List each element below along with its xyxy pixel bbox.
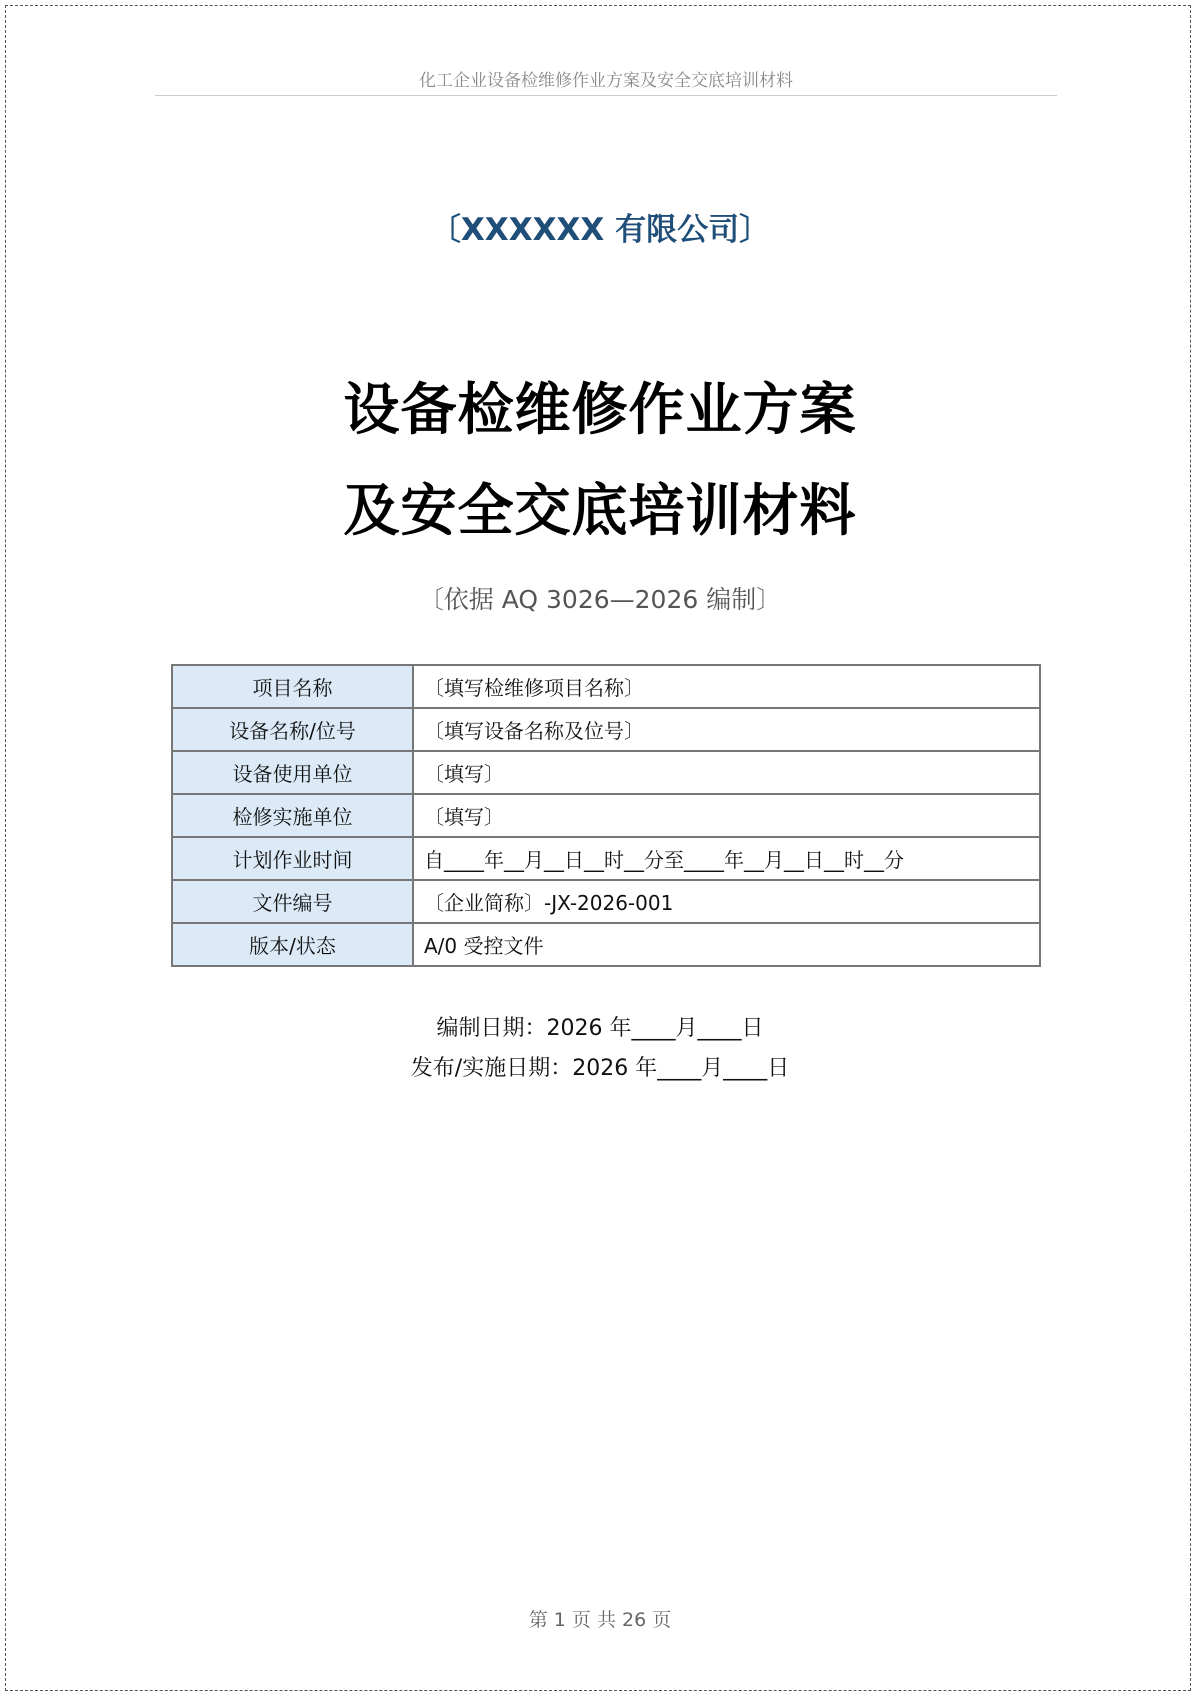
document-title-line-2: 及安全交底培训材料 — [343, 479, 857, 544]
row-value: 〔填写设备名称及位号〕 — [413, 708, 1040, 751]
row-label: 设备使用单位 — [172, 751, 413, 794]
table-row — [172, 751, 1040, 794]
table-row — [172, 708, 1040, 751]
table-row — [172, 665, 1040, 708]
row-value: 〔填写〕 — [413, 794, 1040, 837]
row-value: 〔企业简称〕-JX-2026-001 — [413, 880, 1040, 923]
row-value: 〔填写检维修项目名称〕 — [413, 665, 1040, 708]
row-value: 〔填写〕 — [413, 751, 1040, 794]
table-row — [172, 794, 1040, 837]
row-value: A/0 受控文件 — [413, 923, 1040, 966]
table-row — [172, 837, 1040, 880]
row-value: 自____年__月__日__时__分至____年__月__日__时__分 — [413, 837, 1040, 880]
row-label: 计划作业时间 — [172, 837, 413, 880]
row-label: 版本/状态 — [172, 923, 413, 966]
page-number: 第 1 页 共 26 页 — [528, 1609, 672, 1631]
row-label: 检修实施单位 — [172, 794, 413, 837]
running-header: 化工企业设备检维修作业方案及安全交底培训材料 — [419, 71, 793, 91]
row-label: 设备名称/位号 — [172, 708, 413, 751]
row-label: 项目名称 — [172, 665, 413, 708]
document-title-line-1: 设备检维修作业方案 — [343, 378, 857, 443]
table-row — [172, 923, 1040, 966]
header-rule — [155, 95, 1057, 96]
company-name: 〔XXXXXX 有限公司〕 — [429, 212, 771, 248]
table-row — [172, 880, 1040, 923]
compile-date: 编制日期：2026 年____月____日 — [436, 1016, 764, 1041]
row-label: 文件编号 — [172, 880, 413, 923]
info-table — [171, 664, 1041, 967]
document-subtitle: 〔依据 AQ 3026—2026 编制〕 — [418, 585, 782, 614]
release-date: 发布/实施日期：2026 年____月____日 — [410, 1056, 790, 1081]
